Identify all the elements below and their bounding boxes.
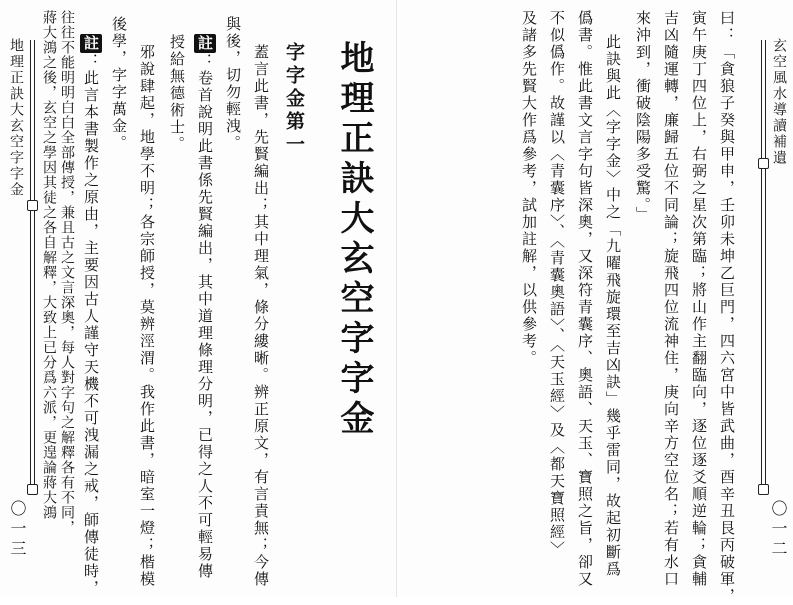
text-column: 蓋言此書，先賢編出；其中理氣，條分縷晰。辨正原文，有言責無；今傳 xyxy=(252,44,270,588)
margin-tick-lower xyxy=(27,484,38,495)
text-column: 及諸多先賢大作爲參考，試加註解，以供參考。 xyxy=(520,10,538,367)
note-column xyxy=(80,34,102,597)
zhu-label: 註 xyxy=(196,35,214,52)
text-column: 與後，切勿輕洩。 xyxy=(224,16,242,152)
text-column: 寅午庚丁四位上，右弼之星次第臨；將山作主翻臨向，逐位逐爻順逆輪；貪輔 xyxy=(690,10,708,588)
text-column: 不似僞作。故謹以〈青囊序〉、〈青囊奧語〉、〈天玉經〉及〈都天寶照經〉 xyxy=(548,10,566,558)
text-column: 往往不能明明白白全部傳授，兼且古之文言深奧，每人對字句之解釋各有不同， xyxy=(59,10,75,535)
last-column-text: 蔣大鴻之後，玄空之學因其徒之各自解釋，大致上已分爲六派，更遑論蔣大鴻 xyxy=(41,10,57,520)
right-page xyxy=(397,0,793,605)
book-title: 地理正訣大玄空字字金 xyxy=(334,40,374,440)
page-number: 〇一二 xyxy=(769,500,788,560)
running-header: 地理正訣大玄空字字金 xyxy=(8,38,24,198)
note-text: ：此言本書製作之原由，主要因古人謹守天機不可洩漏之戒，師傳徒時， xyxy=(82,53,100,597)
chapter-title: 字字金第一 xyxy=(283,42,305,157)
margin-tick-lower xyxy=(758,484,769,495)
text-column: 邪說肆起，地學不明；各宗師授，莫辨涇渭。我作此書，暗室一燈；楷模 xyxy=(138,44,156,588)
left-margin-rule xyxy=(30,40,35,488)
text-column: 僞書。惟此書文言字句皆深奧，又深符青囊序、奧語、天玉、寶照之旨，卻又 xyxy=(576,10,594,588)
running-header: 玄空風水導讀補遺 xyxy=(771,38,787,166)
margin-tick-upper xyxy=(758,158,769,169)
text-column: 此訣與此〈字字金〉中之「九曜飛旋環至吉凶訣」幾乎雷同，故起初斷爲 xyxy=(604,34,622,578)
text-column: 授給無德術士。 xyxy=(168,34,186,153)
text-column: 曰：「貪狼子癸與甲申，壬卯未坤乙巨門，四六宮中皆武曲，酉辛丑艮丙破軍， xyxy=(718,10,736,605)
page-number: 〇一三 xyxy=(8,500,27,560)
margin-tick-upper xyxy=(27,200,38,211)
zhu-label: 註 xyxy=(82,35,100,52)
note-text: ：卷首說明此書係先賢編出，其中道理條理分明，已得之人不可輕易傳 xyxy=(196,53,214,580)
right-margin-rule xyxy=(761,40,766,488)
text-column: 後學，字字萬金。 xyxy=(110,16,128,152)
text-column: 吉凶隨運轉，廉歸五位不同論；旋飛四位流神住，庚向辛方空位名；若有水口 xyxy=(662,10,680,588)
note-column xyxy=(194,34,216,580)
text-column: 來沖到，衝破陰陽多受驚。」 xyxy=(634,10,652,224)
text-column-last xyxy=(38,10,60,520)
